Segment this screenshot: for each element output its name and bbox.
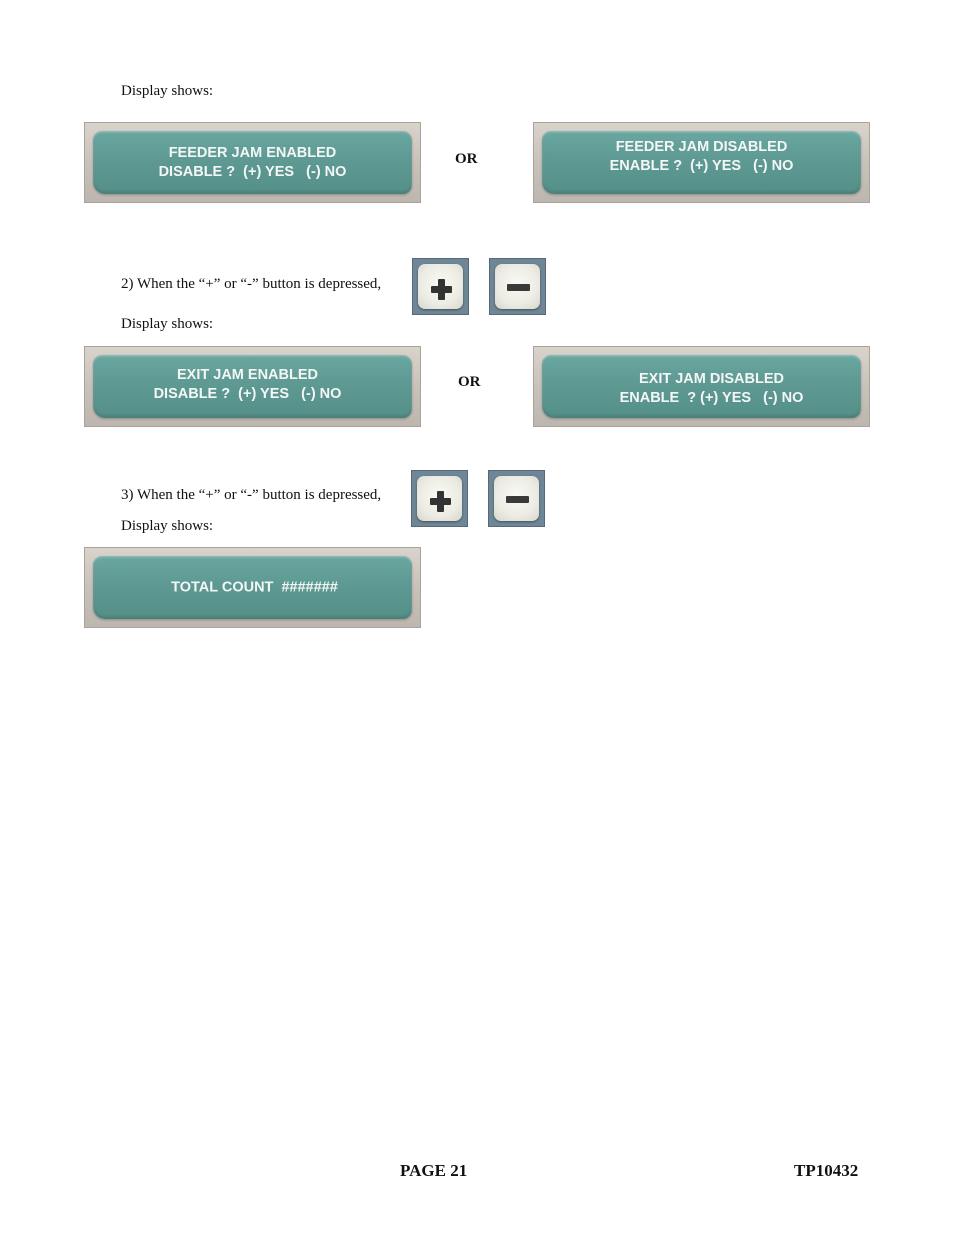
step-3-text: 3) When the “+” or “-” button is depressed, <box>121 487 382 503</box>
lcd-display-exit-jam-enabled <box>84 346 421 427</box>
lcd-line-2: ENABLE ? (+) YES (-) NO <box>619 389 804 406</box>
or-label: OR <box>455 151 478 167</box>
lcd-display-total-count <box>84 547 421 628</box>
step-2-text: 2) When the “+” or “-” button is depressed, <box>121 276 382 292</box>
or-label: OR <box>458 374 481 390</box>
lcd-display-feeder-jam-disabled <box>533 122 870 203</box>
lcd-line-1: EXIT JAM DISABLED <box>638 370 784 387</box>
minus-key-icon <box>489 258 546 315</box>
lcd-display-exit-jam-disabled <box>533 346 870 427</box>
plus-key-icon <box>412 258 469 315</box>
display-shows-label: Display shows: <box>121 83 214 99</box>
page-number: PAGE 21 <box>400 1161 468 1180</box>
lcd-line-2: DISABLE ? (+) YES (-) NO <box>153 385 342 402</box>
lcd-line-2: DISABLE ? (+) YES (-) NO <box>158 163 347 180</box>
minus-key-icon <box>488 470 545 527</box>
lcd-display-feeder-jam-enabled <box>84 122 421 203</box>
lcd-line-1: EXIT JAM ENABLED <box>177 366 318 383</box>
lcd-line-2: ENABLE ? (+) YES (-) NO <box>609 157 794 174</box>
display-shows-label: Display shows: <box>121 316 214 332</box>
lcd-line-1: FEEDER JAM DISABLED <box>615 138 788 155</box>
plus-key-icon <box>411 470 468 527</box>
document-id: TP10432 <box>794 1161 859 1180</box>
lcd-line-1: TOTAL COUNT ####### <box>171 579 338 595</box>
display-shows-label: Display shows: <box>121 518 214 534</box>
lcd-line-1: FEEDER JAM ENABLED <box>168 144 337 161</box>
